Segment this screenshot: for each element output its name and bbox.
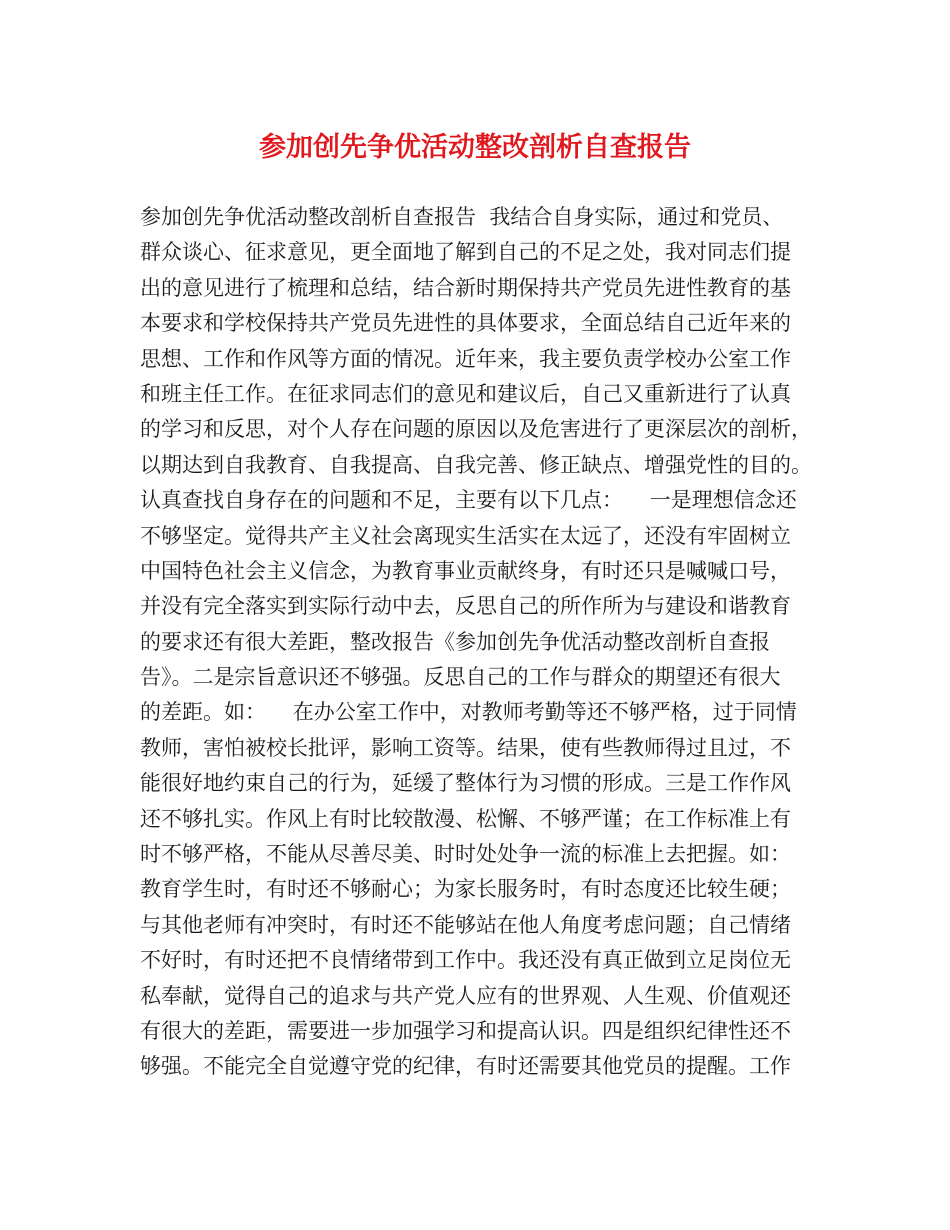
document-title: 参加创先争优活动整改剖析自查报告	[259, 132, 691, 163]
body-text-line: 与其他老师有冲突时，有时还不能够站在他人角度考虑问题；自己情绪	[140, 912, 791, 937]
body-text-line: 能很好地约束自己的行为，延缓了整体行为习惯的形成。三是工作作风	[140, 771, 791, 796]
body-text-line: 本要求和学校保持共产党员先进性的具体要求，全面总结自己近年来的	[140, 311, 791, 336]
body-text-line: 以期达到自我教育、自我提高、自我完善、修正缺点、增强党性的目的。	[140, 452, 812, 477]
body-text-line: 教师，害怕被校长批评，影响工资等。结果，使有些教师得过且过，不	[140, 735, 791, 760]
document-body	[140, 200, 830, 1085]
body-text-line: 出的意见进行了梳理和总结，结合新时期保持共产党员先进性教育的基	[140, 275, 791, 300]
body-text-line: 参加创先争优活动整改剖析自查报告 我结合自身实际，通过和党员、	[140, 205, 784, 229]
body-text-line: 教育学生时，有时还不够耐心；为家长服务时，有时态度还比较生硬；	[140, 877, 791, 902]
body-text-line: 时不够严格，不能从尽善尽美、时时处处争一流的标准上去把握。如：	[140, 842, 791, 867]
body-text-line: 有很大的差距，需要进一步加强学习和提高认识。四是组织纪律性还不	[140, 1018, 791, 1043]
body-text-line: 不好时，有时还把不良情绪带到工作中。我还没有真正做到立足岗位无	[140, 948, 791, 973]
body-text-line: 不够坚定。觉得共产主义社会离现实生活实在太远了，还没有牢固树立	[140, 523, 791, 548]
body-text-line: 群众谈心、征求意见，更全面地了解到自己的不足之处，我对同志们提	[140, 240, 791, 265]
body-text-line: 认真查找自身存在的问题和不足，主要有以下几点： 一是理想信念还	[140, 488, 797, 513]
body-text-line: 够强。不能完全自觉遵守党的纪律，有时还需要其他党员的提醒。工作	[140, 1054, 791, 1079]
body-text-line: 中国特色社会主义信念，为教育事业贡献终身，有时还只是喊喊口号，	[140, 558, 791, 583]
body-text-line: 和班主任工作。在征求同志们的意见和建议后，自己又重新进行了认真	[140, 381, 791, 406]
body-text-line: 的学习和反思，对个人存在问题的原因以及危害进行了更深层次的剖析，	[140, 417, 812, 442]
body-text-line: 的要求还有很大差距，整改报告《参加创先争优活动整改剖析自查报	[140, 629, 770, 654]
body-text-line: 还不够扎实。作风上有时比较散漫、松懈、不够严谨；在工作标准上有	[140, 806, 791, 831]
body-text-line: 的差距。如： 在办公室工作中，对教师考勤等还不够严格，过于同情	[140, 700, 797, 725]
body-text-line: 思想、工作和作风等方面的情况。近年来，我主要负责学校办公室工作	[140, 346, 791, 371]
body-text-line: 告》。二是宗旨意识还不够强。反思自己的工作与群众的期望还有很大	[140, 665, 781, 690]
body-text-line: 并没有完全落实到实际行动中去，反思自己的所作所为与建设和谐教育	[140, 594, 791, 619]
body-text-line: 私奉献，觉得自己的追求与共产党人应有的世界观、人生观、价值观还	[140, 983, 791, 1008]
